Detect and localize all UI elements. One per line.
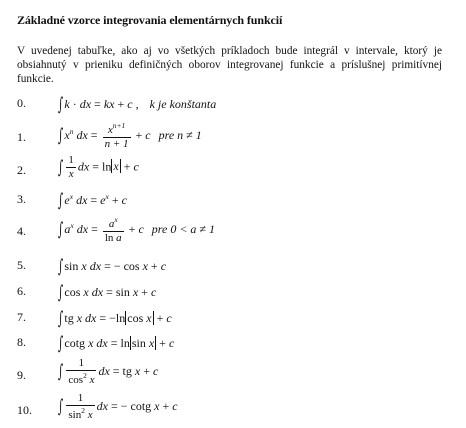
formula-4: $\int a^x$ dx = $\frac{a^x}{\text{ln a}}$ + c pre 0 < a ≠ 1 (58, 215, 215, 244)
formula-number: 9. (17, 368, 26, 382)
formula-number: 5. (17, 258, 26, 272)
formula-2: ∫ $\frac{1}{x}$ dx = ln x + c (58, 154, 139, 180)
formula-condition: pre 0 < a ≠ 1 (151, 221, 215, 236)
formula-7: ∫tg x dx = −ln cos x + c (58, 308, 172, 329)
formula-condition: k je konštanta (149, 96, 217, 111)
formula-0: ∫k · dx = kx + c , k je konštanta (58, 94, 217, 115)
formula-6: ∫cos x dx = sin x + c (58, 282, 157, 303)
formula-number: 3. (17, 192, 26, 206)
formula-number: 1. (17, 130, 26, 144)
formula-number: 2. (17, 163, 26, 177)
formula-number: 8. (17, 335, 26, 349)
formula-10: ∫ $\frac{1}{\sin^2 x}$ dx = − cotg x + c (58, 392, 178, 421)
formula-number: 10. (17, 403, 32, 417)
intro-paragraph: V uvedenej tabuľke, ako aj vo všetkých príkladoch bude integrál v intervale, ktorý je obsiahnutý v prieniku definičných oborov integrovanej funkcie a príslušnej primitívnej funkcie. (17, 45, 442, 85)
formula-condition: pre n ≠ 1 (158, 127, 202, 142)
formula-1: $\int x^n$ dx = $\frac{x^{n+1}}{n + 1}$ + c pre n ≠ 1 (58, 121, 202, 150)
formula-3: $\int e^x$ dx = $e^x + c$ (58, 190, 127, 212)
formula-9: ∫ $\frac{1}{\cos^2 x}$ dx = tg x + c (58, 357, 159, 386)
formula-5: ∫sin x dx = − cos x + c (58, 256, 167, 277)
formula-number: 4. (17, 224, 26, 238)
page-title: Základné vzorce integrovania elementárnych funkcií (17, 13, 283, 27)
formula-number: 0. (17, 96, 26, 110)
formula-number: 6. (17, 284, 26, 298)
formula-8: ∫cotg x dx = ln sin x + c (58, 333, 175, 354)
formula-number: 7. (17, 310, 26, 324)
